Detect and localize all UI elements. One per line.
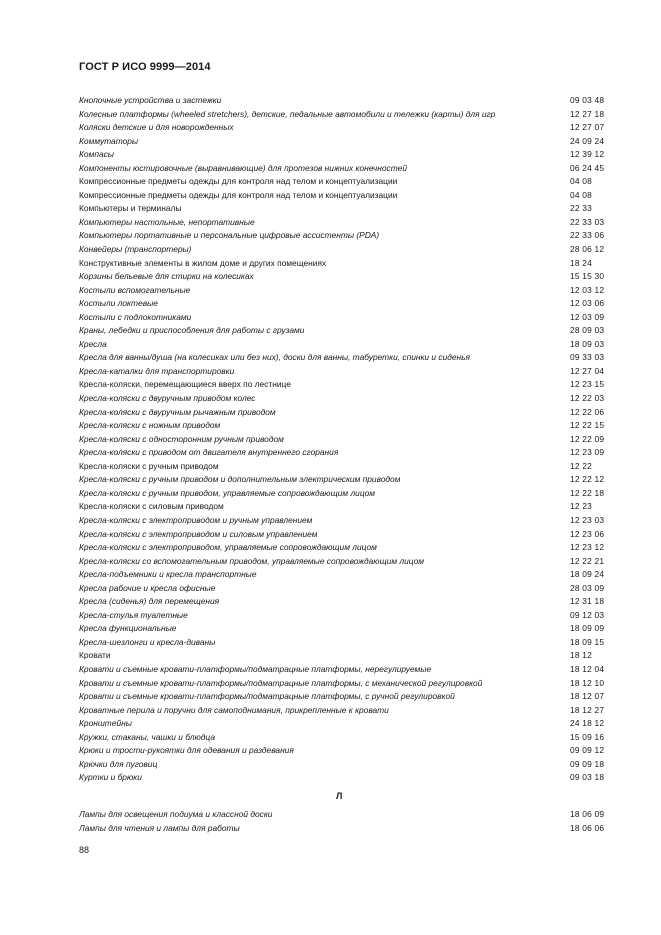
index-term: Конструктивные элементы в жилом доме и других помещениях [79,257,327,268]
index-term: Лампы для освещения подиума и классной доски [79,809,273,819]
index-entry [79,582,639,596]
index-code: 12 22 18 [570,487,605,498]
index-entry [79,744,639,758]
index-term: Коммутаторы [79,135,139,146]
index-code: 18 12 07 [570,691,605,702]
index-entry [79,229,639,243]
index-term: Кресла-коляски, перемещающиеся вверх по лестнице [79,379,291,390]
index-code: 09 03 18 [570,772,605,783]
index-code: 12 27 18 [570,108,605,119]
index-list-k [79,94,639,785]
index-term: Краны, лебедки и приспособления для работы с грузами [79,325,305,336]
index-code: 12 23 [570,501,592,512]
index-code: 12 23 06 [570,528,605,539]
index-term: Кресла-коляски с двуручным приводом колес [79,393,256,404]
index-term: Кровати и съемные кровати-платформы/подматрацные платформы, с механической регулировкой [79,677,483,688]
index-code: 12 27 04 [570,365,605,376]
index-code: 18 12 [570,650,592,661]
index-entry [79,717,639,731]
index-entry [79,433,639,447]
index-code: 18 09 09 [570,623,605,634]
index-entry [79,202,639,216]
index-code: 18 12 10 [570,677,605,688]
index-list-l [79,808,639,835]
index-term: Компасы [79,149,114,160]
index-term: Кресла-коляски с ножным приводом [79,420,221,431]
index-code: 12 22 21 [570,555,605,566]
index-entry [79,311,639,325]
index-term: Кресла-коляски с двуручным рычажным приводом [79,406,276,417]
index-term: Коляски детские и для новорожденных [79,122,234,133]
index-code: 12 27 07 [570,122,605,133]
index-term: Куртки и брюки [79,772,142,783]
index-entry [79,704,639,718]
index-entry [79,392,639,406]
index-code: 09 12 03 [570,609,605,620]
index-entry [79,460,639,474]
index-term: Компрессионные предметы одежды для контроля над телом и концептуализации [79,176,398,187]
index-entry [79,378,639,392]
index-term: Кресла-шезлонги и кресла-диваны [79,636,216,647]
index-code: 04 08 [570,189,592,200]
index-term: Кресла-коляски с приводом от двигателя внутреннего сгорания [79,447,339,458]
index-term: Компьютеры портативные и персональные цифровые ассистенты (PDA) [79,230,380,241]
index-term: Крюки и трости-рукоятки для одевания и раздевания [79,745,294,756]
page-number: 88 [79,845,90,855]
index-code: 18 06 09 [570,809,605,819]
index-entry [79,609,639,623]
index-entry [79,108,639,122]
index-code: 12 03 09 [570,311,605,322]
index-entry [79,270,639,284]
index-entry [79,487,639,501]
index-code: 12 22 [570,460,592,471]
index-entry [79,406,639,420]
index-code: 12 22 03 [570,393,605,404]
index-entry [79,514,639,528]
index-entry [79,555,639,569]
index-term: Компьютеры и терминалы [79,203,182,214]
index-entry [79,677,639,691]
index-entry [79,189,639,203]
index-term: Костыли с подлокотниками [79,311,192,322]
index-code: 12 23 12 [570,542,605,553]
index-term: Колесные платформы (wheeled stretchers), детские, педальные автомобили и тележки (карты) для игр [79,108,496,119]
index-entry [79,731,639,745]
index-code: 09 33 03 [570,352,605,363]
index-term: Кресла-коляски со вспомогательным приводом, управляемые сопровождающим лицом [79,555,424,566]
index-entry [79,771,639,785]
index-term: Кресла-коляски с ручным приводом и дополнительным электрическим приводом [79,474,401,485]
index-entry [79,297,639,311]
page-header: ГОСТ Р ИСО 9999—2014 [79,61,211,73]
index-entry [79,690,639,704]
index-code: 15 09 16 [570,731,605,742]
index-term: Кровати и съемные кровати-платформы/подматрацные платформы, с ручной регулировкой [79,691,455,702]
index-code: 22 33 03 [570,216,605,227]
index-code: 12 23 15 [570,379,605,390]
index-term: Компьютеры настольные, непортативные [79,216,255,227]
index-term: Кресла-коляски с ручным приводом [79,460,219,471]
index-term: Конвейеры (транспортеры) [79,244,192,255]
index-term: Кресла [79,338,107,349]
index-entry [79,365,639,379]
index-term: Кресла функциональные [79,623,177,634]
index-entry [79,649,639,663]
index-entry [79,808,639,822]
index-code: 12 03 06 [570,298,605,309]
index-code: 22 33 06 [570,230,605,241]
index-term: Компоненты юстировочные (выравнивающие) для протезов нижних конечностей [79,162,407,173]
index-code: 12 03 12 [570,284,605,295]
index-entry [79,94,639,108]
index-entry [79,446,639,460]
index-code: 24 09 24 [570,135,605,146]
index-entry [79,636,639,650]
index-code: 18 09 15 [570,636,605,647]
index-entry [79,257,639,271]
index-entry [79,500,639,514]
index-code: 18 24 [570,257,592,268]
index-term: Костыли вспомогательные [79,284,191,295]
index-code: 06 24 45 [570,162,605,173]
index-term: Кровати и съемные кровати-платформы/подматрацные платформы, нерегулируемые [79,663,432,674]
index-term: Кресла-каталки для транспортировки [79,365,235,376]
index-code: 28 09 03 [570,325,605,336]
index-term: Кресла рабочие и кресла офисные [79,582,216,593]
index-entry [79,568,639,582]
section-letter-l: Л [336,791,343,801]
index-entry [79,162,639,176]
index-code: 04 08 [570,176,592,187]
index-entry [79,419,639,433]
index-entry [79,473,639,487]
index-entry [79,758,639,772]
index-entry [79,622,639,636]
index-code: 18 06 06 [570,822,605,833]
index-term: Лампы для чтения и лампы для работы [79,822,240,833]
index-entry [79,338,639,352]
index-entry [79,148,639,162]
index-code: 12 39 12 [570,149,605,160]
index-term: Кресла-коляски с силовым приводом [79,501,224,512]
index-term: Кронштейны [79,718,132,729]
index-entry [79,121,639,135]
index-entry [79,528,639,542]
index-term: Кресла-коляски с ручным приводом, управляемые сопровождающим лицом [79,487,376,498]
index-entry [79,351,639,365]
index-entry [79,822,639,836]
index-code: 24 18 12 [570,718,605,729]
index-term: Кресла-стулья туалетные [79,609,188,620]
index-term: Кресла-подъемники и кресла транспортные [79,569,257,580]
index-term: Корзины бельевые для стирки на колесиках [79,271,254,282]
index-code: 18 09 24 [570,569,605,580]
index-code: 09 03 48 [570,95,605,105]
index-code: 12 23 09 [570,447,605,458]
index-code: 15 15 30 [570,271,605,282]
index-code: 28 03 09 [570,582,605,593]
index-term: Крючки для пуговиц [79,758,158,769]
index-code: 12 22 12 [570,474,605,485]
index-entry [79,175,639,189]
index-code: 12 22 09 [570,433,605,444]
index-entry [79,135,639,149]
index-term: Кресла-коляски с электроприводом, управляемые сопровождающим лицом [79,542,377,553]
index-code: 28 06 12 [570,244,605,255]
index-code: 12 22 06 [570,406,605,417]
index-code: 18 12 04 [570,663,605,674]
index-term: Кресла-коляски с электроприводом и ручным управлением [79,514,313,525]
index-term: Кресла-коляски с односторонним ручным приводом [79,433,284,444]
index-code: 18 09 03 [570,338,605,349]
index-term: Кресла для ванны/душа (на колесиках или без них), доски для ванны, табуретки, спинки и сиденья [79,352,471,363]
index-term: Кровати [79,650,111,661]
index-code: 18 12 27 [570,704,605,715]
index-term: Кресла (сиденья) для перемещения [79,596,220,607]
index-code: 09 09 18 [570,758,605,769]
index-term: Кружки, стаканы, чашки и блюдца [79,731,215,742]
index-entry [79,595,639,609]
index-code: 12 31 18 [570,596,605,607]
index-term: Кроватные перила и поручни для самоподнимания, прикрепленные к кровати [79,704,389,715]
index-entry [79,284,639,298]
index-entry [79,216,639,230]
index-term: Кнопочные устройства и застежки [79,95,222,105]
index-entry [79,541,639,555]
index-entry [79,663,639,677]
index-term: Кресла-коляски с электроприводом и силовым управлением [79,528,318,539]
index-term: Компрессионные предметы одежды для контроля над телом и концептуализации [79,189,398,200]
index-code: 12 22 15 [570,420,605,431]
index-entry [79,324,639,338]
index-entry [79,243,639,257]
index-code: 12 23 03 [570,514,605,525]
index-code: 22 33 [570,203,592,214]
index-code: 09 09 12 [570,745,605,756]
index-term: Костыли локтевые [79,298,158,309]
